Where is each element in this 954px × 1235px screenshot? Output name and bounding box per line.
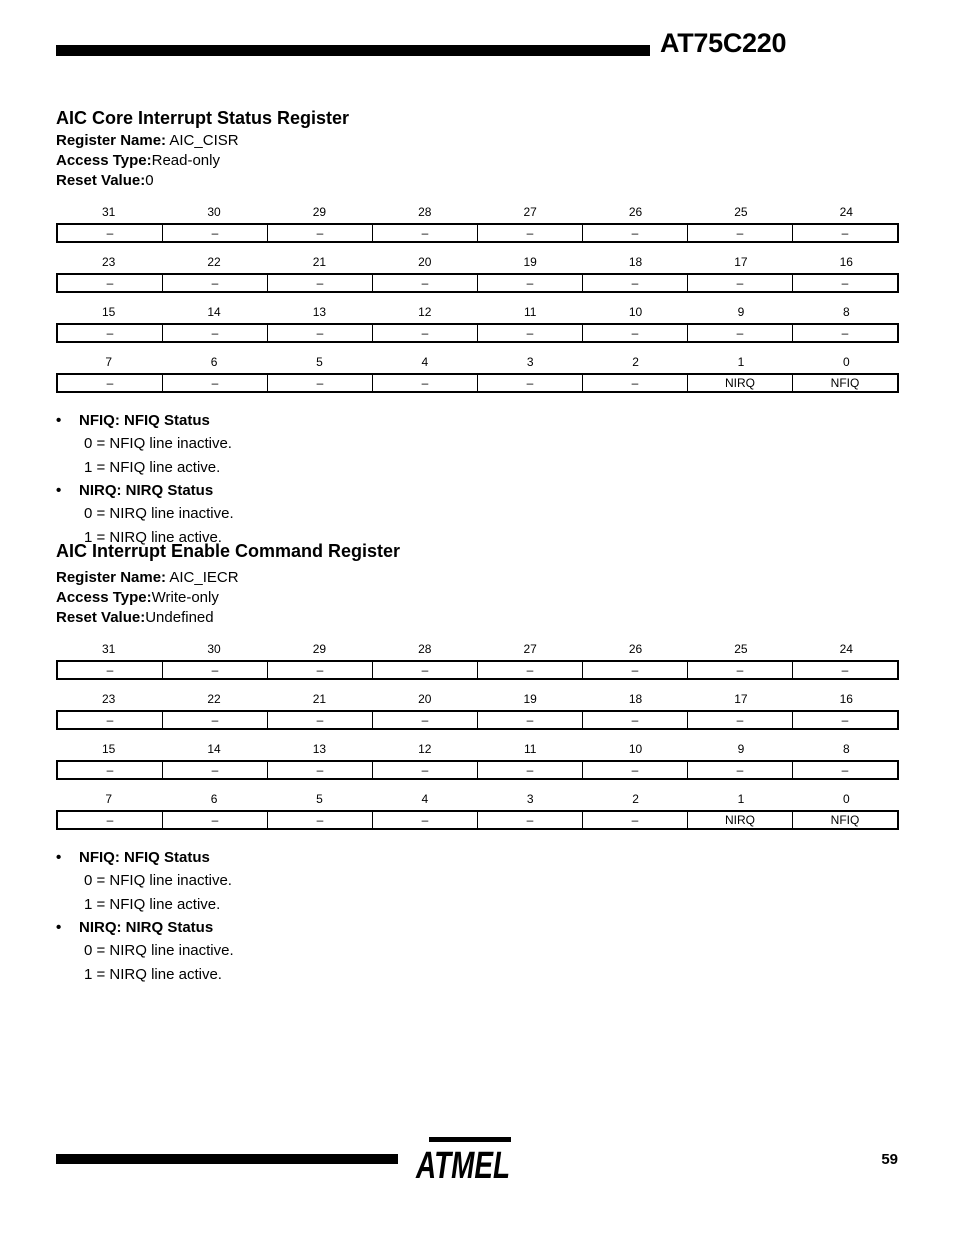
row-spacer — [56, 343, 899, 355]
bit-field-cell: – — [372, 325, 477, 341]
bit-field-cell: – — [267, 712, 372, 728]
bit-number: 11 — [523, 742, 537, 756]
bit-field-cell: – — [267, 375, 372, 391]
section-heading: AIC Core Interrupt Status Register — [56, 108, 350, 128]
bit-number: 30 — [207, 642, 221, 656]
field-value-description: 1 = NIRQ line active. — [84, 965, 222, 983]
bit-number: 15 — [102, 742, 116, 756]
bit-field-cell: – — [106, 326, 114, 340]
bit-field-cell: – — [372, 225, 477, 241]
bit-number: 23 — [102, 255, 116, 269]
bit-number: 19 — [523, 255, 537, 269]
bit-field-cell: – — [687, 325, 792, 341]
bit-field-cell: – — [372, 662, 477, 678]
register-name-label: Register Name: — [56, 569, 167, 586]
bit-number: 14 — [207, 742, 221, 756]
field-descriptions — [56, 846, 899, 986]
document-title: AT75C220 — [660, 28, 787, 58]
bit-field-row — [56, 323, 899, 343]
bullet-icon: • — [56, 919, 62, 936]
bit-number-row — [56, 255, 899, 269]
reset-value-line — [56, 608, 899, 628]
bit-number: 21 — [312, 255, 327, 269]
bit-field-cell: NIRQ — [687, 375, 792, 391]
reset-value-label: Reset Value: — [56, 609, 146, 626]
bit-number: 2 — [632, 355, 639, 369]
bit-field-cell: – — [582, 375, 687, 391]
register-byte-row — [56, 792, 899, 830]
bit-field-cell: – — [267, 275, 372, 291]
bit-number: 9 — [737, 305, 745, 319]
access-type-value: Read-only — [151, 152, 220, 169]
bit-field-cell: – — [372, 812, 477, 828]
bit-field-row — [56, 810, 899, 830]
bit-number: 28 — [418, 642, 432, 656]
bit-field-cell: – — [582, 762, 687, 778]
register-byte-row — [56, 205, 899, 243]
bit-number: 6 — [210, 355, 218, 369]
bit-number: 22 — [207, 255, 221, 269]
bit-field-cell: – — [267, 325, 372, 341]
register-bit-table — [56, 642, 899, 830]
bit-number: 19 — [523, 692, 537, 706]
bit-field-cell: – — [687, 662, 792, 678]
field-value-description: 1 = NFIQ line active. — [84, 458, 221, 476]
bit-number: 20 — [418, 255, 432, 269]
bit-field-cell: – — [582, 325, 687, 341]
bit-field-cell: – — [106, 376, 114, 390]
bit-number: 20 — [418, 692, 432, 706]
row-spacer — [56, 680, 899, 692]
bit-number-row — [56, 355, 899, 369]
bit-field-cell: – — [106, 763, 114, 777]
field-descriptions — [56, 409, 899, 549]
bit-number: 3 — [526, 355, 534, 369]
reset-value-label: Reset Value: — [56, 172, 146, 189]
bit-number: 14 — [207, 305, 221, 319]
bit-number: 27 — [523, 205, 537, 219]
bit-field-row — [56, 273, 899, 293]
bit-number: 13 — [312, 742, 327, 756]
bit-number: 5 — [316, 792, 323, 806]
bit-field-cell: – — [792, 662, 897, 678]
bit-number: 6 — [210, 792, 218, 806]
bit-field-row — [56, 710, 899, 730]
bit-field-cell: – — [477, 325, 582, 341]
bit-number: 11 — [523, 305, 537, 319]
field-value-description: 0 = NFIQ line inactive. — [84, 435, 232, 452]
register-byte-row — [56, 355, 899, 393]
register-meta — [56, 131, 899, 191]
register-byte-row — [56, 255, 899, 293]
bit-field-row — [56, 660, 899, 680]
bullet-icon: • — [56, 482, 62, 499]
register-section-cisr — [56, 107, 899, 549]
bit-number: 31 — [102, 642, 116, 656]
bit-number: 26 — [628, 205, 643, 219]
header-rule — [56, 45, 650, 56]
bit-number: 28 — [418, 205, 432, 219]
bit-number: 25 — [734, 205, 748, 219]
bit-number: 29 — [312, 642, 327, 656]
svg-text:ATMEL: ATMEL — [415, 1145, 510, 1187]
bit-number: 1 — [737, 792, 745, 806]
bit-field-cell: – — [477, 375, 582, 391]
bit-field-row — [56, 223, 899, 243]
bit-number: 18 — [628, 692, 643, 706]
bit-number: 4 — [421, 355, 429, 369]
bit-field-cell: – — [687, 225, 792, 241]
section-heading: AIC Interrupt Enable Command Register — [56, 541, 401, 561]
reset-value-value: 0 — [145, 172, 154, 189]
bit-number: 7 — [105, 792, 113, 806]
footer-rule — [56, 1154, 398, 1164]
bit-field-cell: – — [477, 762, 582, 778]
field-title-text: NIRQ: NIRQ Status — [79, 919, 214, 936]
bit-field-cell: – — [477, 225, 582, 241]
bit-field-cell: – — [162, 712, 267, 728]
access-type-value: Write-only — [151, 589, 219, 606]
bit-number: 0 — [842, 792, 850, 806]
field-value-description: 0 = NIRQ line inactive. — [84, 505, 234, 522]
field-title — [56, 846, 899, 869]
bit-number: 29 — [312, 205, 327, 219]
bit-number-row — [56, 205, 899, 219]
field-title — [56, 409, 899, 432]
bit-field-cell: – — [792, 325, 897, 341]
bit-number: 16 — [839, 692, 853, 706]
bit-number: 30 — [207, 205, 221, 219]
field-title — [56, 479, 899, 502]
access-type-line — [56, 151, 899, 171]
bit-field-cell: – — [792, 275, 897, 291]
bit-field-cell: – — [792, 712, 897, 728]
bit-number: 3 — [526, 792, 534, 806]
bit-number: 10 — [628, 742, 643, 756]
field-value-description: 0 = NIRQ line inactive. — [84, 942, 234, 959]
row-spacer — [56, 780, 899, 792]
bit-field-cell: – — [162, 812, 267, 828]
field-title-text: NFIQ: NFIQ Status — [79, 849, 210, 866]
bit-number: 7 — [105, 355, 113, 369]
bit-field-cell: – — [106, 813, 114, 827]
bit-field-cell: – — [477, 662, 582, 678]
bit-field-cell: – — [582, 662, 687, 678]
bit-field-cell: – — [372, 275, 477, 291]
bullet-icon: • — [56, 849, 62, 866]
bit-field-cell: – — [106, 663, 114, 677]
row-spacer — [56, 730, 899, 742]
bit-number: 16 — [839, 255, 853, 269]
bit-number: 24 — [839, 205, 853, 219]
bit-field-cell: – — [687, 275, 792, 291]
bit-number: 17 — [734, 255, 748, 269]
bit-number: 12 — [418, 305, 432, 319]
row-spacer — [56, 293, 899, 305]
bit-number: 25 — [734, 642, 748, 656]
bit-number: 5 — [316, 355, 323, 369]
bit-number: 0 — [842, 355, 850, 369]
bit-field-cell: – — [162, 662, 267, 678]
bit-field-cell: – — [582, 225, 687, 241]
bit-field-cell: – — [372, 375, 477, 391]
bit-number: 13 — [312, 305, 327, 319]
bit-number-row — [56, 305, 899, 319]
register-bit-table — [56, 205, 899, 393]
bit-number: 10 — [628, 305, 643, 319]
bit-field-cell: – — [582, 712, 687, 728]
bit-field-cell: – — [267, 812, 372, 828]
bit-number-row — [56, 692, 899, 706]
atmel-logo — [413, 1136, 513, 1187]
bit-field-cell: – — [267, 762, 372, 778]
bit-field-cell: – — [687, 712, 792, 728]
reset-value-line — [56, 171, 899, 191]
bit-field-cell: – — [162, 762, 267, 778]
register-byte-row — [56, 305, 899, 343]
bit-number: 23 — [102, 692, 116, 706]
page-number: 59 — [881, 1151, 898, 1168]
bit-field-cell: – — [372, 712, 477, 728]
bit-number: 8 — [842, 305, 850, 319]
bit-number: 15 — [102, 305, 116, 319]
reset-value-value: Undefined — [145, 609, 214, 626]
register-name-value: AIC_IECR — [166, 569, 239, 586]
bit-number-row — [56, 742, 899, 756]
bit-number: 21 — [312, 692, 327, 706]
bit-field-cell: NFIQ — [792, 812, 897, 828]
bit-number-row — [56, 792, 899, 806]
bit-field-cell: NIRQ — [687, 812, 792, 828]
field-title-text: NIRQ: NIRQ Status — [79, 482, 214, 499]
bit-number: 18 — [628, 255, 643, 269]
register-meta — [56, 568, 899, 628]
bit-number: 2 — [632, 792, 639, 806]
register-section-iecr — [56, 540, 899, 986]
bit-field-cell: – — [106, 713, 114, 727]
field-title-text: NFIQ: NFIQ Status — [79, 412, 210, 429]
register-name-line — [56, 568, 899, 588]
bit-field-cell: – — [162, 325, 267, 341]
bit-number: 27 — [523, 642, 537, 656]
bit-field-cell: – — [477, 275, 582, 291]
bit-number: 1 — [737, 355, 745, 369]
bit-number: 9 — [737, 742, 745, 756]
bit-number: 4 — [421, 792, 429, 806]
field-value-description: 1 = NFIQ line active. — [84, 895, 221, 913]
access-type-label: Access Type: — [56, 589, 152, 606]
bit-field-cell: – — [687, 762, 792, 778]
register-name-line — [56, 131, 899, 151]
field-title — [56, 916, 899, 939]
access-type-line — [56, 588, 899, 608]
register-byte-row — [56, 692, 899, 730]
bit-field-cell: – — [162, 275, 267, 291]
bit-field-cell: – — [162, 225, 267, 241]
bit-field-cell: – — [267, 662, 372, 678]
row-spacer — [56, 243, 899, 255]
register-name-label: Register Name: — [56, 132, 167, 149]
bit-field-cell: – — [792, 762, 897, 778]
bit-field-cell: – — [477, 712, 582, 728]
bit-number: 17 — [734, 692, 748, 706]
register-byte-row — [56, 642, 899, 680]
bit-field-row — [56, 373, 899, 393]
bit-number: 24 — [839, 642, 853, 656]
field-value-description: 0 = NFIQ line inactive. — [84, 872, 232, 889]
bit-number: 31 — [102, 205, 116, 219]
bit-field-cell: – — [106, 276, 114, 290]
bit-number: 22 — [207, 692, 221, 706]
bit-field-row — [56, 760, 899, 780]
bit-field-cell: – — [582, 275, 687, 291]
bit-number: 8 — [842, 742, 850, 756]
bit-number: 26 — [628, 642, 643, 656]
register-name-value: AIC_CISR — [166, 132, 239, 149]
bit-field-cell: – — [477, 812, 582, 828]
bit-field-cell: – — [162, 375, 267, 391]
bullet-icon: • — [56, 412, 62, 429]
bit-number: 12 — [418, 742, 432, 756]
field-value-description: 1 = NIRQ line active. — [84, 528, 222, 546]
bit-field-cell: NFIQ — [792, 375, 897, 391]
bit-field-cell: – — [106, 226, 114, 240]
bit-field-cell: – — [792, 225, 897, 241]
access-type-label: Access Type: — [56, 152, 152, 169]
bit-field-cell: – — [372, 762, 477, 778]
bit-field-cell: – — [582, 812, 687, 828]
bit-number-row — [56, 642, 899, 656]
bit-field-cell: – — [267, 225, 372, 241]
register-byte-row — [56, 742, 899, 780]
